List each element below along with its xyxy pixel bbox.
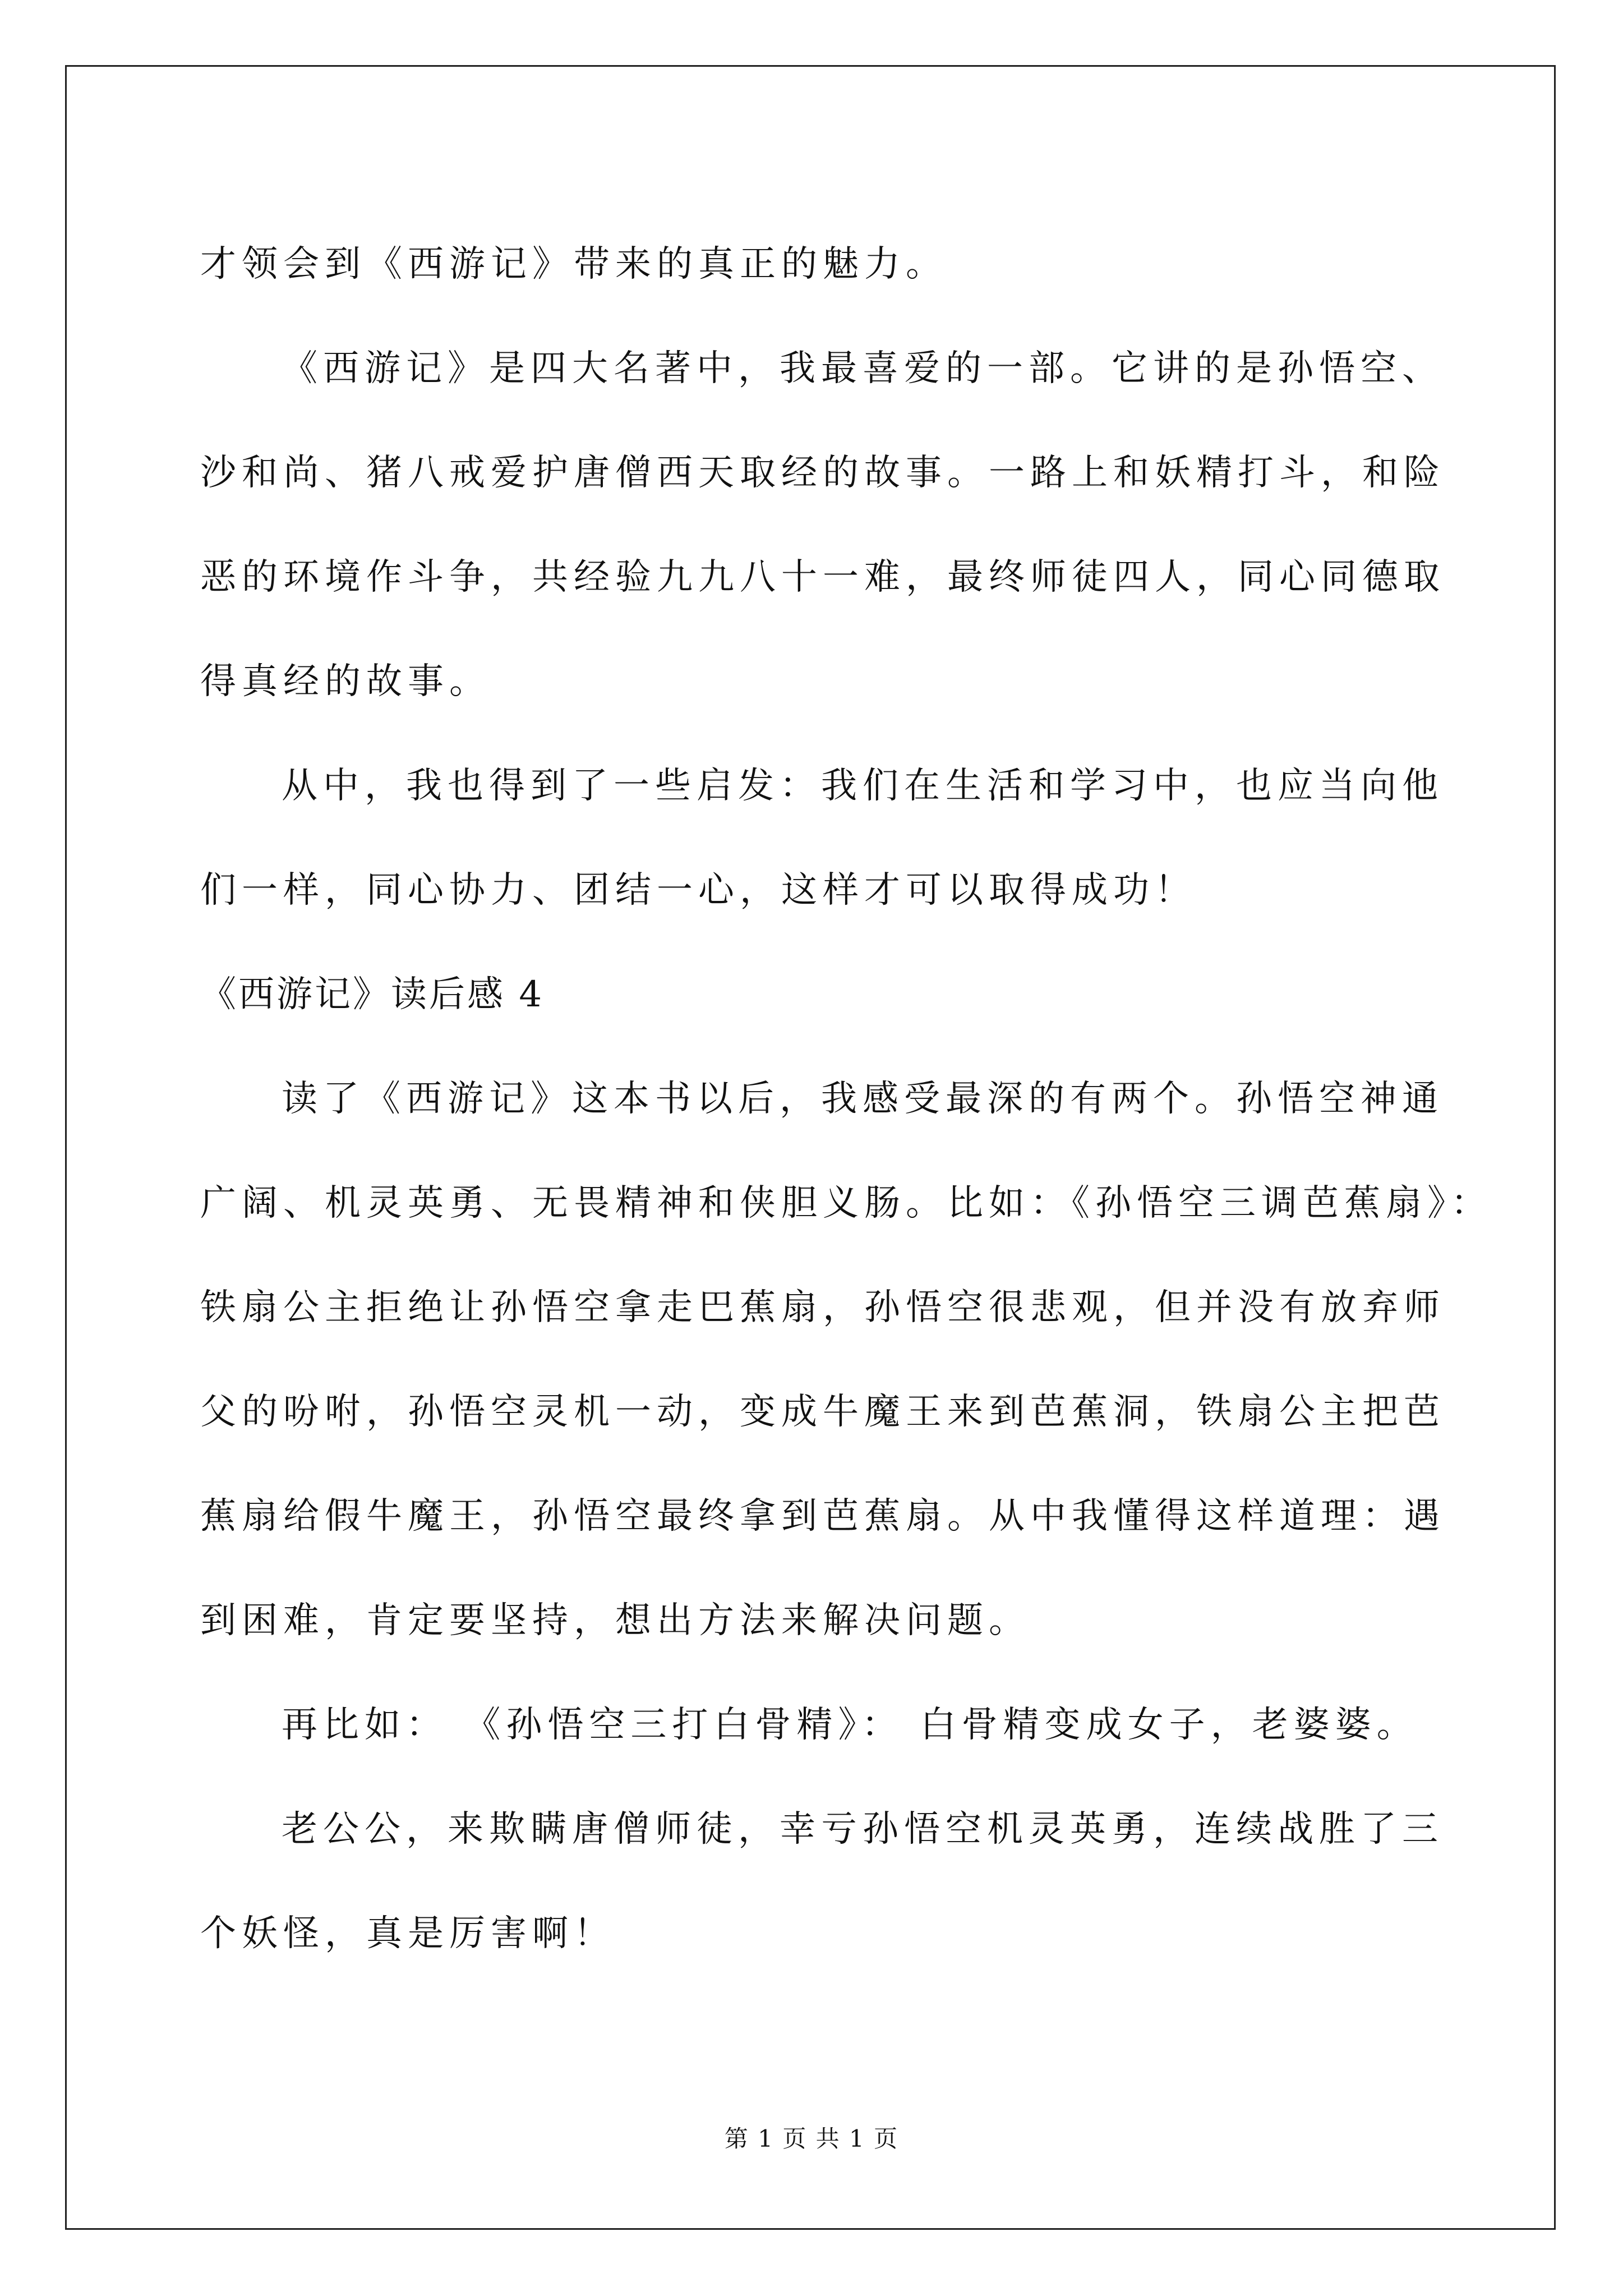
paragraph-line: 铁扇公主拒绝让孙悟空拿走巴蕉扇，孙悟空很悲观，但并没有放弃师	[200, 1287, 1445, 1328]
document-body	[200, 212, 1492, 1986]
paragraph-line: 们一样，同心协力、团结一心，这样才可以取得成功！	[200, 869, 1196, 911]
paragraph-line: 再比如： 《孙悟空三打白骨精》： 白骨精变成女子，老婆婆。	[282, 1704, 1418, 1746]
page-footer: 第 1 页 共 1 页	[724, 2125, 899, 2152]
paragraph-line: 从中，我也得到了一些启发：我们在生活和学习中，也应当向他	[282, 765, 1444, 807]
paragraph-line: 恶的环境作斗争，共经验九九八十一难，最终师徒四人，同心同德取	[200, 556, 1445, 598]
paragraph-line: 到困难，肯定要坚持，想出方法来解决问题。	[200, 1600, 1030, 1641]
paragraph-line: 才领会到《西游记》带来的真正的魅力。	[200, 243, 947, 285]
paragraph-line: 父的吩咐，孙悟空灵机一动，变成牛魔王来到芭蕉洞，铁扇公主把芭	[200, 1391, 1445, 1433]
paragraph-line: 老公公，来欺瞒唐僧师徒，幸亏孙悟空机灵英勇，连续战胜了三	[282, 1809, 1444, 1850]
paragraph-line: 得真经的故事。	[200, 661, 491, 702]
section-heading: 《西游记》读后感 4	[200, 974, 545, 1015]
paragraph-line: 个妖怪，真是厉害啊！	[200, 1913, 615, 1954]
paragraph-line: 蕉扇给假牛魔王，孙悟空最终拿到芭蕉扇。从中我懂得这样道理：遇	[200, 1496, 1445, 1537]
paragraph-line: 沙和尚、猪八戒爱护唐僧西天取经的故事。一路上和妖精打斗，和险	[200, 452, 1445, 494]
paragraph-line: 读了《西游记》这本书以后，我感受最深的有两个。孙悟空神通	[282, 1078, 1444, 1120]
paragraph-line: 广阔、机灵英勇、无畏精神和侠胆义肠。比如：《孙悟空三调芭蕉扇》：	[200, 1182, 1492, 1224]
paragraph-line: 《西游记》是四大名著中，我最喜爱的一部。它讲的是孙悟空、	[282, 348, 1444, 389]
